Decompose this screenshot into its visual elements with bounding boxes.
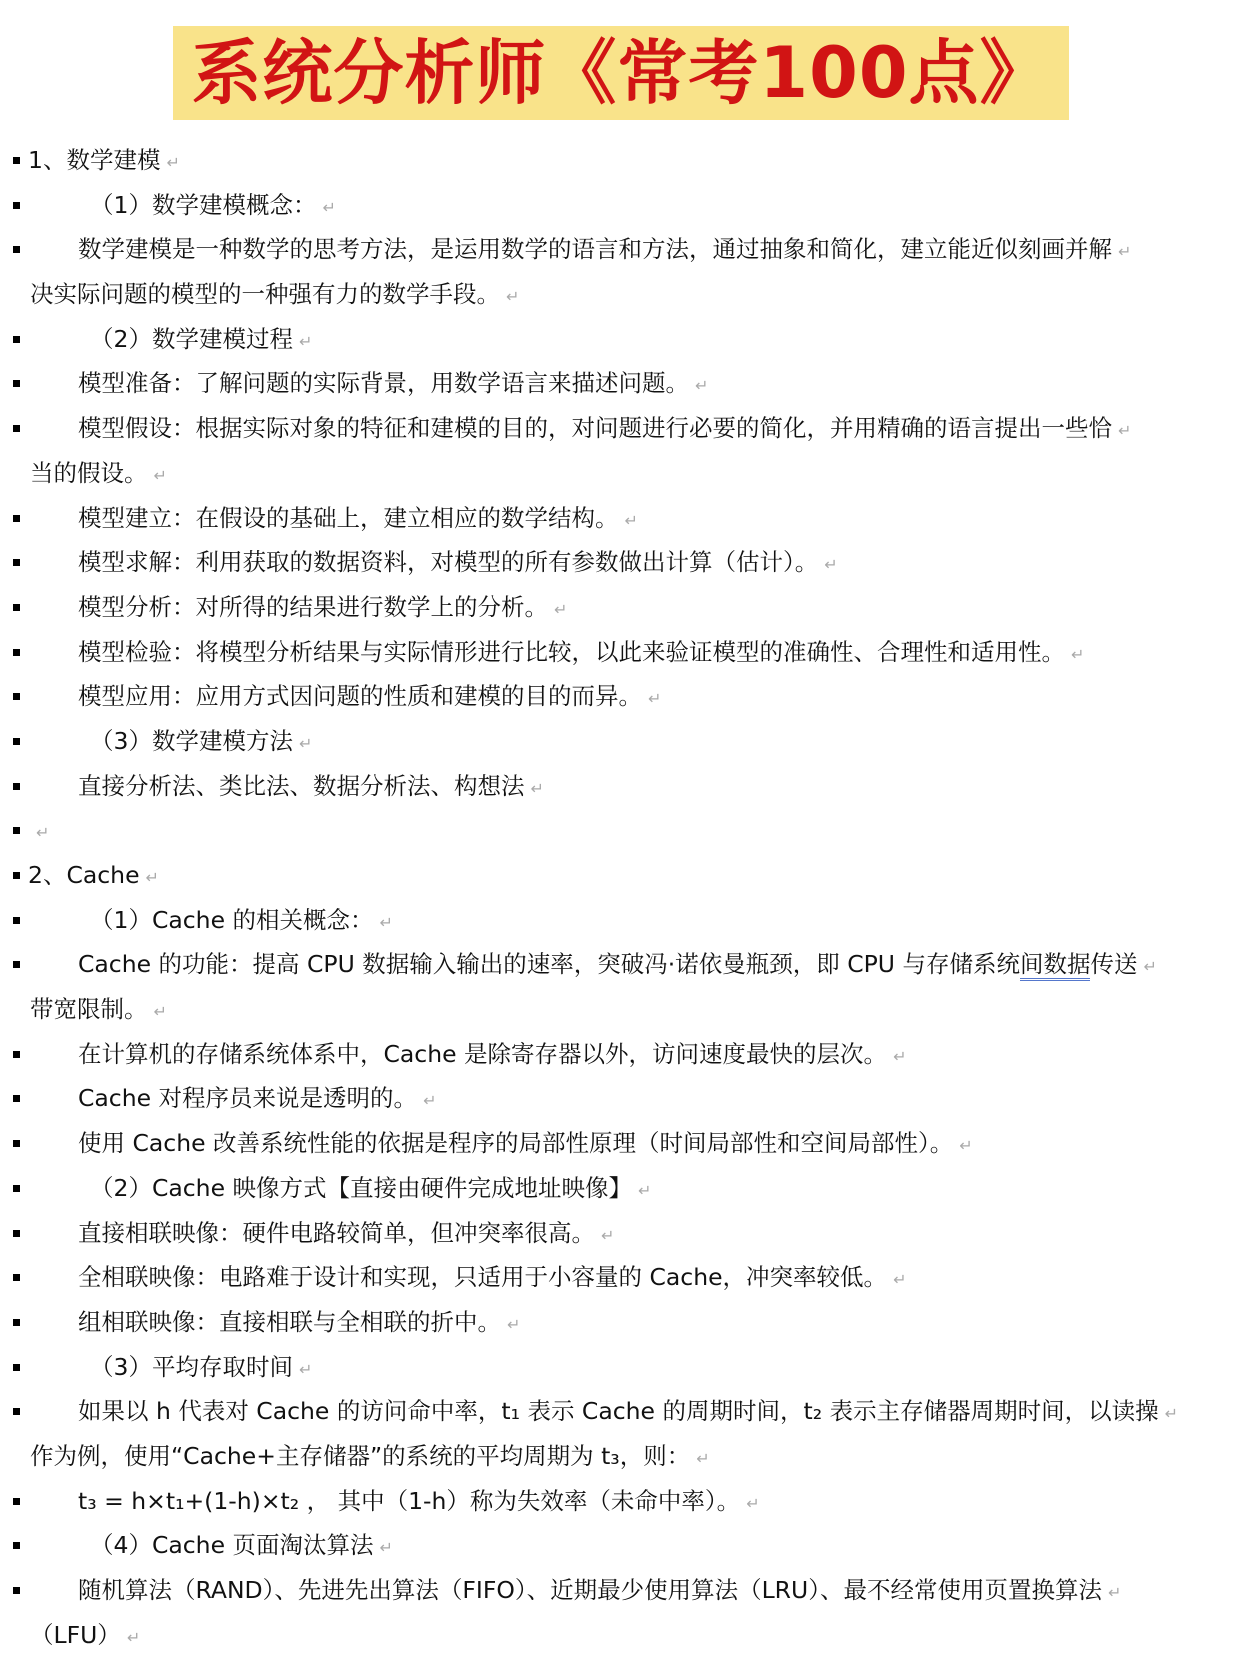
paragraph-return-icon: ↵: [554, 599, 568, 619]
line-text: [78, 764, 544, 812]
paragraph-return-icon: ↵: [893, 1270, 907, 1290]
line-text-content: （1）数学建模概念：: [90, 190, 317, 219]
text-line: [0, 1076, 1242, 1121]
paragraph-return-icon: ↵: [824, 555, 838, 575]
text-line: [0, 451, 1242, 496]
paragraph-return-icon: ↵: [153, 1002, 167, 1022]
line-text-content: 决实际问题的模型的一种强有力的数学手段。: [30, 280, 500, 309]
paragraph-return-icon: ↵: [153, 465, 167, 485]
paragraph-return-icon: ↵: [298, 1359, 313, 1379]
line-text: [78, 361, 708, 409]
paragraph-return-icon: ↵: [648, 689, 662, 709]
text-line: [0, 898, 1242, 943]
paragraph-return-icon: ↵: [959, 1136, 973, 1156]
line-text-content: （2）数学建模过程: [90, 324, 293, 353]
bullet-marker: [13, 917, 20, 924]
line-text-content: 作为例，使用“Cache+主存储器”的系统的平均周期为 t₃，则：: [30, 1441, 691, 1470]
text-line: [0, 853, 1242, 898]
line-text-content: 使用 Cache 改善系统性能的依据是程序的局部性原理（时间局部性和空间局部性）。: [78, 1129, 954, 1158]
paragraph-return-icon: ↵: [298, 733, 313, 753]
line-text-content: 直接分析法、类比法、数据分析法、构想法: [78, 771, 525, 800]
text-line: [0, 674, 1242, 719]
text-line: [0, 1523, 1242, 1568]
text-line: [0, 1434, 1242, 1479]
line-text: [78, 674, 661, 722]
bullet-marker: [13, 157, 20, 164]
text-line: [0, 227, 1242, 272]
bullet-marker: [13, 783, 20, 790]
document-body: [0, 138, 1242, 1657]
line-text: [78, 406, 1131, 454]
paragraph-return-icon: ↵: [893, 1046, 907, 1066]
paragraph-return-icon: ↵: [145, 868, 159, 887]
bullet-marker: [13, 515, 20, 522]
bullet-marker: [13, 693, 20, 700]
paragraph-return-icon: ↵: [1107, 1583, 1122, 1602]
paragraph-return-icon: ↵: [601, 1225, 615, 1245]
line-text-content: Cache 对程序员来说是透明的。: [78, 1084, 418, 1113]
paragraph-return-icon: ↵: [1071, 644, 1085, 664]
bullet-marker: [13, 202, 20, 209]
line-text: [78, 1300, 520, 1348]
line-text: [78, 1568, 1121, 1616]
line-text-content: 当的假设。: [30, 458, 148, 487]
line-text: [78, 1389, 1178, 1437]
line-text: [90, 1345, 312, 1393]
line-text: [90, 1523, 393, 1571]
line-text: [78, 1255, 906, 1303]
paragraph-return-icon: ↵: [1143, 957, 1157, 977]
paragraph-return-icon: ↵: [379, 1538, 393, 1558]
bullet-marker: [13, 1230, 20, 1237]
line-text: [30, 1434, 710, 1482]
bullet-marker: [13, 559, 20, 566]
line-text: [30, 987, 167, 1035]
bullet-marker: [13, 827, 20, 834]
text-line: [0, 764, 1242, 809]
grammar-underline-text: 间数据: [1020, 950, 1091, 981]
bullet-marker: [13, 1274, 20, 1281]
line-text-content: 模型应用：应用方式因问题的性质和建模的目的而异。: [78, 682, 642, 711]
line-text-content: （1）Cache 的相关概念：: [90, 905, 374, 934]
text-line: [0, 361, 1242, 406]
bullet-marker: [13, 1408, 20, 1415]
line-text-content: 模型准备：了解问题的实际背景，用数学语言来描述问题。: [78, 369, 689, 398]
line-text: [30, 451, 167, 499]
text-line: [0, 987, 1242, 1032]
line-text-content: 模型假设：根据实际对象的特征和建模的目的，对问题进行必要的简化，并用精确的语言提出一些恰: [78, 414, 1112, 443]
line-text-part: Cache 的功能：提高 CPU 数据输入输出的速率，突破冯·诺依曼瓶颈，即 CPU 与存储系统: [78, 950, 1020, 979]
paragraph-return-icon: ↵: [379, 912, 393, 932]
line-text-content: （3）平均存取时间: [90, 1352, 293, 1381]
bullet-marker: [13, 1051, 20, 1058]
paragraph-return-icon: ↵: [1118, 242, 1132, 262]
line-text-content: 全相联映像：电路难于设计和实现，只适用于小容量的 Cache，冲突率较低。: [78, 1263, 888, 1292]
text-line: [0, 630, 1242, 675]
bullet-marker: [13, 649, 20, 656]
paragraph-return-icon: ↵: [624, 510, 638, 530]
line-text-content: 随机算法（RAND）、先进先出算法（FIFO）、近期最少使用算法（LRU）、最不经常使用页置换算法: [78, 1576, 1102, 1604]
text-line: [0, 540, 1242, 585]
line-text: [78, 1479, 760, 1527]
line-text: [78, 1032, 906, 1080]
text-line: [0, 317, 1242, 362]
bullet-marker: [13, 1319, 20, 1326]
text-line: [0, 942, 1242, 987]
paragraph-return-icon: ↵: [1164, 1404, 1178, 1424]
paragraph-return-icon: ↵: [506, 287, 520, 307]
bullet-marker: [13, 246, 20, 253]
paragraph-return-icon: ↵: [638, 1180, 652, 1200]
line-text-content: 1、数学建模: [28, 146, 161, 174]
text-line: [0, 1166, 1242, 1211]
text-line: [0, 1211, 1242, 1256]
line-text: [78, 630, 1084, 678]
line-text: [90, 719, 312, 767]
line-text: [78, 227, 1131, 275]
paragraph-return-icon: ↵: [322, 197, 336, 217]
paragraph-return-icon: ↵: [746, 1493, 760, 1513]
line-text: [78, 1076, 436, 1124]
bullet-marker: [13, 336, 20, 343]
bullet-marker: [13, 425, 20, 432]
paragraph-return-icon: ↵: [695, 376, 709, 396]
text-line: [0, 1032, 1242, 1077]
bullet-marker: [13, 872, 20, 879]
text-line: [0, 1345, 1242, 1390]
paragraph-return-icon: ↵: [298, 331, 313, 351]
text-line: [0, 1300, 1242, 1345]
paragraph-return-icon: ↵: [507, 1314, 521, 1334]
line-text-content: 模型建立：在假设的基础上，建立相应的数学结构。: [78, 503, 619, 532]
line-text-content: 模型分析：对所得的结果进行数学上的分析。: [78, 592, 548, 621]
line-text: [30, 272, 519, 320]
line-text-content: 直接相联映像：硬件电路较简单，但冲突率很高。: [78, 1218, 595, 1247]
title-banner: [0, 26, 1242, 120]
bullet-marker: [13, 1364, 20, 1371]
bullet-marker: [13, 1185, 20, 1192]
text-line: [0, 183, 1242, 228]
line-text: [78, 540, 838, 588]
text-line: [0, 496, 1242, 541]
text-line: [0, 1479, 1242, 1524]
line-text: [30, 808, 49, 856]
text-line: [0, 1389, 1242, 1434]
text-line: [0, 585, 1242, 630]
text-line: [0, 1121, 1242, 1166]
line-text: [28, 853, 159, 901]
paragraph-return-icon: ↵: [696, 1448, 710, 1468]
text-line: [0, 272, 1242, 317]
line-text-content: t₃ = h×t₁+(1-h)×t₂ ， 其中（1-h）称为失效率（未命中率）。: [78, 1486, 741, 1515]
line-text: [78, 1121, 973, 1169]
bullet-marker: [13, 604, 20, 611]
line-text-content: 数学建模是一种数学的思考方法，是运用数学的语言和方法，通过抽象和简化，建立能近似刻画并解: [78, 235, 1112, 264]
line-text-content: （3）数学建模方法: [90, 726, 293, 755]
line-text-content: 在计算机的存储系统体系中，Cache 是除寄存器以外，访问速度最快的层次。: [78, 1039, 888, 1068]
text-line: [0, 1613, 1242, 1658]
bullet-marker: [13, 380, 20, 387]
line-text: [78, 496, 638, 544]
text-line: [0, 138, 1242, 183]
line-text: [90, 317, 312, 365]
text-line: [0, 808, 1242, 853]
bullet-marker: [13, 1095, 20, 1102]
bullet-marker: [13, 961, 20, 968]
line-text-content: （2）Cache 映像方式【直接由硬件完成地址映像】: [90, 1173, 633, 1202]
paragraph-return-icon: ↵: [423, 1091, 437, 1111]
line-text: [78, 1211, 614, 1259]
bullet-marker: [13, 738, 20, 745]
paragraph-return-icon: ↵: [1118, 421, 1132, 441]
line-text: [90, 1166, 651, 1214]
text-line: [0, 1568, 1242, 1613]
line-text-content: 2、Cache: [28, 861, 140, 889]
paragraph-return-icon: ↵: [530, 778, 544, 798]
bullet-marker: [13, 1140, 20, 1147]
line-text-content: 模型求解：利用获取的数据资料，对模型的所有参数做出计算（估计）。: [78, 548, 819, 577]
line-text-content: 模型检验：将模型分析结果与实际情形进行比较，以此来验证模型的准确性、合理性和适用性。: [78, 637, 1065, 666]
line-text: [30, 1613, 140, 1660]
line-text: [90, 183, 336, 231]
paragraph-return-icon: ↵: [126, 1627, 141, 1647]
line-text: [28, 138, 180, 186]
document-title: 系统分析师《常考100点》: [173, 26, 1068, 120]
line-text-content: 组相联映像：直接相联与全相联的折中。: [78, 1307, 501, 1336]
line-text-content: 带宽限制。: [30, 995, 148, 1024]
bullet-marker: [13, 1498, 20, 1505]
line-text-part: 传送: [1090, 950, 1138, 979]
line-text-content: （LFU）: [30, 1620, 121, 1649]
line-text: [78, 585, 567, 633]
line-text-content: （4）Cache 页面淘汰算法: [90, 1531, 374, 1560]
paragraph-return-icon: ↵: [166, 153, 180, 172]
line-text: [78, 942, 1157, 990]
text-line: [0, 719, 1242, 764]
line-text: [90, 898, 393, 946]
bullet-marker: [13, 1542, 20, 1549]
text-line: [0, 406, 1242, 451]
line-text-content: 如果以 h 代表对 Cache 的访问命中率，t₁ 表示 Cache 的周期时间，t₂ 表示主存储器周期时间，以读操: [78, 1397, 1159, 1426]
bullet-marker: [13, 1587, 20, 1594]
text-line: [0, 1255, 1242, 1300]
paragraph-return-icon: ↵: [36, 823, 50, 843]
